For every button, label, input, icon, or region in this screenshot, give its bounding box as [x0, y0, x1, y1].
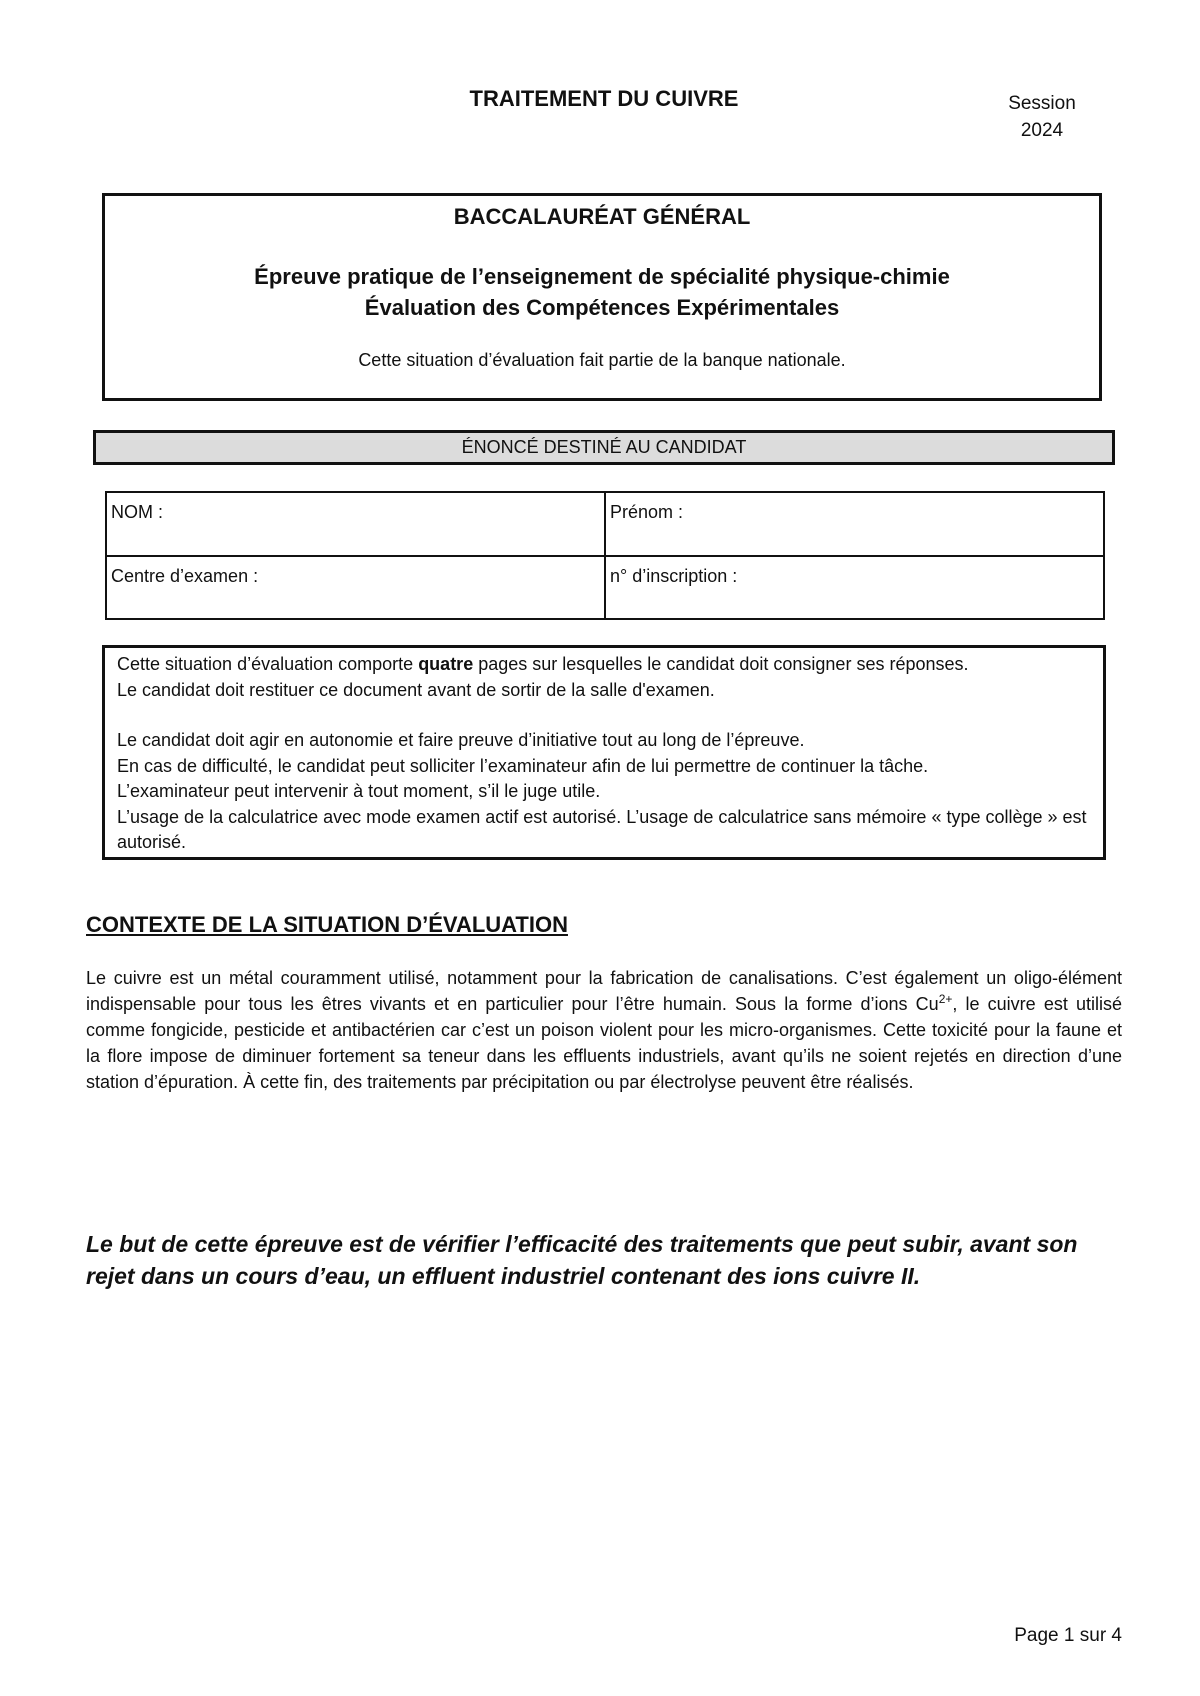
- nom-label: NOM :: [111, 502, 163, 522]
- instruction-calculator: L’usage de la calculatrice avec mode examen actif est autorisé. L’usage de calculatrice sans mémoire « type collège » est autorisé.: [117, 806, 1087, 852]
- prenom-field[interactable]: [606, 493, 1103, 555]
- context-text-a: Le cuivre est un métal couramment utilisé, notamment pour la fabrication de canalisations. C’est également un oligo-élément indispensable pour tous les êtres vivants et en particulier pour l’être humain. Sous la forme d’ions Cu: [86, 968, 1122, 1014]
- instruction-difficulty: En cas de difficulté, le candidat peut solliciter l’examinateur afin de lui permettre de continuer la tâche.: [117, 755, 929, 776]
- instruction-pages-text-a: Cette situation d’évaluation comporte: [117, 654, 419, 674]
- instructions-box: [102, 645, 1106, 860]
- exam-subtitle-line1: Épreuve pratique de l’enseignement de spécialité physique-chimie: [254, 264, 950, 289]
- ion-charge-superscript: 2+: [938, 992, 953, 1006]
- nom-field[interactable]: [107, 493, 604, 555]
- page-number: Page 1 sur 4: [1014, 1625, 1122, 1646]
- centre-examen-field[interactable]: [107, 557, 604, 618]
- session-label: Session: [1008, 93, 1076, 114]
- exam-bank-note: Cette situation d’évaluation fait partie de la banque nationale.: [358, 350, 846, 370]
- session-info: [1000, 90, 1084, 144]
- exam-subtitle-line2: Évaluation des Compétences Expérimentales: [364, 295, 840, 320]
- exam-title: BACCALAURÉAT GÉNÉRAL: [453, 204, 751, 229]
- inscription-number-field[interactable]: [606, 557, 1103, 618]
- instruction-return-document: Le candidat doit restituer ce document avant de sortir de la salle d'examen.: [117, 679, 715, 700]
- centre-examen-label: Centre d’examen :: [111, 566, 259, 586]
- exam-goal-statement: Le but de cette épreuve est de vérifier l’efficacité des traitements que peut subir, avant son rejet dans un cours d’eau, un effluent industriel contenant des ions cuivre II.: [86, 1231, 1078, 1289]
- instruction-pages-count: quatre: [418, 654, 474, 674]
- instruction-pages: [117, 652, 1093, 678]
- prenom-label: Prénom :: [610, 502, 684, 522]
- candidate-identity-table: [105, 491, 1105, 620]
- exam-header-box: [102, 193, 1102, 401]
- context-text-b: , le cuivre est utilisé comme fongicide, pesticide et antibactérien car c’est un poison violent pour les micro-organismes. Cette toxicité pour la faune et la flore impose de diminuer fortement sa teneur dans les effluents industriels, avant qu’ils ne soient rejetés en direction d’une station d’épuration. À cette fin, des traitements par précipitation ou par électrolyse peuvent être réalisés.: [86, 994, 1122, 1092]
- context-paragraph: [86, 965, 1122, 1095]
- instruction-examiner: L’examinateur peut intervenir à tout moment, s’il le juge utile.: [117, 781, 601, 801]
- document-title: TRAITEMENT DU CUIVRE: [469, 86, 739, 111]
- instruction-pages-text-b: pages sur lesquelles le candidat doit consigner ses réponses.: [473, 654, 969, 674]
- session-year: 2024: [1020, 120, 1064, 141]
- candidate-statement-banner: ÉNONCÉ DESTINÉ AU CANDIDAT: [93, 430, 1115, 465]
- inscription-number-label: n° d’inscription :: [610, 566, 738, 586]
- instruction-autonomy: Le candidat doit agir en autonomie et faire preuve d’initiative tout au long de l’épreuve.: [117, 730, 805, 750]
- context-heading: CONTEXTE DE LA SITUATION D’ÉVALUATION: [86, 912, 568, 937]
